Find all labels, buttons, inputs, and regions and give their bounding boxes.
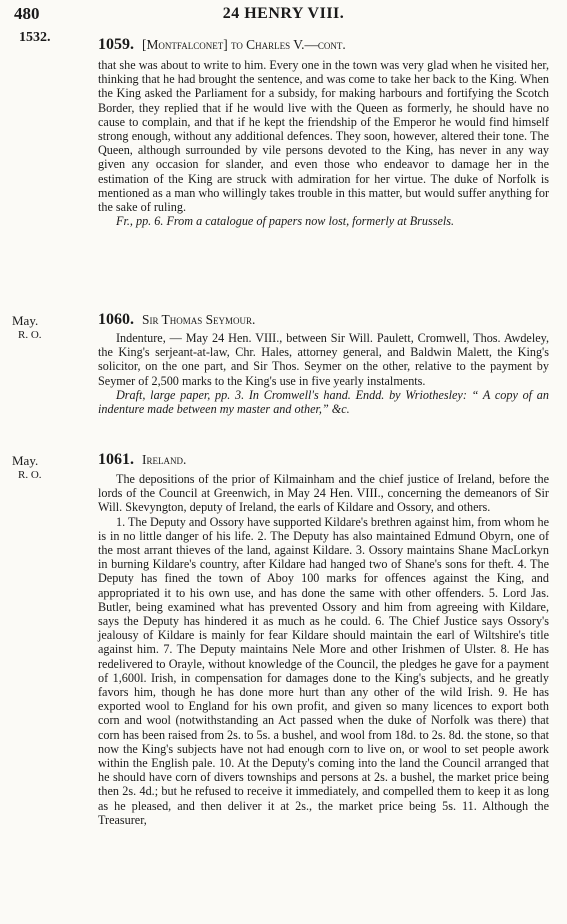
source-abbr: R. O. — [18, 329, 42, 341]
entry-title: [Montfalconet] to Charles V.—cont. — [142, 37, 346, 52]
entry-1061-heading — [98, 451, 186, 469]
paragraph: 1. The Deputy and Ossory have supported Kildare's brethren against him, from whom he is in no little danger of his life. 2. The Deputy has also maintained Edmund Obyrn, one of the most arrant thieves of the land, against Kildare. 3. Ossory maintains Shane MacLorkyn in burning Kildare's country, after Kildare had hanged two of Shane's sons for theft. 4. The Deputy has fined the town of Aboy 100 marks for offences against the King, and appropriated it to his own use, and has done the same with other offenders. 5. Lord Jas. Butler, being examined what has prevented Ossory and him from agreeing with Kildare, says the Deputy has hindered it as much as he could. 6. The Chief Justice says Ossory's jealousy of Kildare is mainly for fear Kildare should maintain the earl of Wiltshire's title against him. 7. The Deputy maintains Nele More and other Irishmen of Ulster. 8. He has redelivered to Orayle, without knowledge of the Council, the pledges he gave for a payment of 1,600l. Irish, in compensation for damages done to the King's subjects, and he greatly favors him, though he has done more hurt than any other of the wild Irish. 9. He has exported wool to England for his own profit, and given so many licences to export both corn and wool (notwithstanding an Act passed when the duke of Norfolk was there) that corn has been raised from 2s. to 5s. a bushel, and wool from 18d. to 2s. 8d. the stone, so that now the King's subjects have not had enough corn to live on, or wool to set people awork within the English pale. 10. At the Deputy's coming into the land the Council arranged that he should have corn of divers townships and persons at 2s. a bushel, the market price being then 2s. 4d.; but he refused to receive it immediately, and compelled them to keep it as long as he pleased, and then deliver it at 2s., the market price being 5s. 11. Although the Treasurer, — [98, 514, 549, 827]
paragraph: Indenture, — May 24 Hen. VIII., between Sir Will. Paulett, Cromwell, Thos. Awdeley, the King's serjeant-at-law, Chr. Hales, attorney general, and Baldwin Malett, the King's solicitor, on the one part, and Sir Thos. Seymer on the other, relative to the payment by Seymer of 2,500 marks to the King's use in five yearly instalments. — [98, 331, 549, 388]
date-label: May. — [12, 453, 39, 468]
entry-number: 1061. — [98, 451, 134, 468]
entry-title: Sir Thomas Seymour. — [142, 312, 256, 327]
entry-1061-margin — [12, 453, 84, 483]
entry-1060-margin — [12, 313, 84, 343]
entry-1059-body — [98, 58, 549, 228]
page-number: 480 — [14, 4, 40, 23]
entry-number: 1059. — [98, 36, 134, 53]
running-title: 24 HENRY VIII. — [222, 5, 345, 22]
entry-1060-heading — [98, 311, 255, 329]
source-note: Fr., pp. 6. From a catalogue of papers now lost, formerly at Brussels. — [116, 214, 455, 229]
year-margin: 1532. — [19, 30, 51, 45]
entry-1060-body — [98, 331, 549, 416]
source-abbr: R. O. — [18, 469, 42, 481]
date-label: May. — [12, 313, 39, 328]
entry-number: 1060. — [98, 311, 134, 328]
entry-1061-body — [98, 472, 549, 827]
running-head — [14, 4, 553, 26]
entry-title: Ireland. — [142, 452, 187, 467]
source-note: Draft, large paper, pp. 3. In Cromwell's hand. Endd. by Wriothesley: “ A copy of an indenture made between my master and other,” &c. — [98, 387, 549, 417]
paragraph: that she was about to write to him. Every one in the town was very glad when he visited her, thinking that he had brought the sentence, and was come to take her back to the King. When the King asked the Parliament for a subsidy, for making harbours and fortifying the Scotch Border, they replied that if he would live with the Queen as formerly, he should have no cause to complain, and that if he kept the friendship of the Emperor he would find himself strong enough, without any additional defences. They soon, however, altered their tone. The Queen, although surrounded by vile persons devoted to the King, has never in any way given any occasion for slander, and even those who endeavor to damage her in the estimation of the King are struck with admiration for her virtue. The duke of Norfolk is mentioned as a man who willingly takes trouble in this matter, but would suffer anything for the sake of ruling. — [98, 58, 549, 215]
paragraph: The depositions of the prior of Kilmainham and the chief justice of Ireland, before the lords of the Council at Greenwich, in May 24 Hen. VIII., concerning the demeanors of Sir Will. Skevyngton, deputy of Ireland, the earls of Kildare and Ossory, and others. — [98, 472, 549, 515]
entry-1059-heading — [98, 36, 346, 54]
